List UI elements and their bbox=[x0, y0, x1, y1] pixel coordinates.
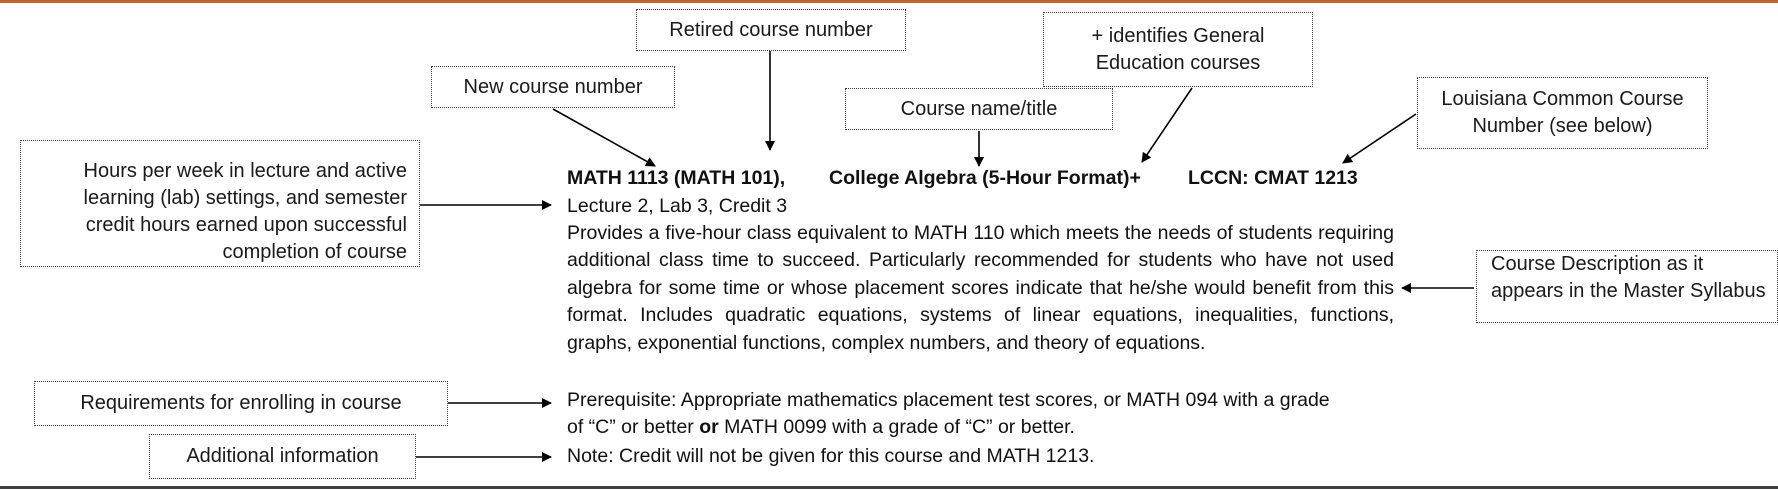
callout-requirements-text: Requirements for enrolling in course bbox=[80, 392, 402, 414]
prereq-part-b: MATH 0099 with a grade of “C” or better. bbox=[718, 416, 1075, 438]
callout-hours-line-2: learning (lab) settings, and semester bbox=[83, 187, 407, 209]
callout-hours-line-3: credit hours earned upon successful bbox=[85, 214, 407, 236]
entry-lccn: LCCN: CMAT 1213 bbox=[1188, 167, 1358, 189]
callout-new-course-number-text: New course number bbox=[463, 75, 643, 98]
callout-retired-course-number-text: Retired course number bbox=[669, 18, 873, 41]
entry-prerequisite-line-1: Prerequisite: Appropriate mathematics placement test scores, or MATH 094 with a grade bbox=[567, 389, 1330, 411]
arrow-lccn bbox=[1343, 114, 1416, 163]
callout-gen-ed-line-1: + identifies General bbox=[1091, 24, 1265, 47]
entry-note: Note: Credit will not be given for this course and MATH 1213. bbox=[567, 445, 1095, 467]
callout-gen-ed-line-2: Education courses bbox=[1095, 51, 1261, 74]
arrow-gen-ed bbox=[1142, 88, 1192, 162]
entry-course-number: MATH 1113 (MATH 101), bbox=[567, 167, 786, 189]
callout-additional-info-text: Additional information bbox=[186, 445, 379, 467]
entry-description: Provides a five-hour class equivalent to MATH 110 which meets the needs of students requiring additional class time to succeed. Particularly recommended for students who have not used algebra for some time or whose placement scores indicate that he/she would benefit from this format. Includes quadratic equations, systems of linear equations, inequalities, functions, graphs, exponential functions, complex numbers, and theory of equations. bbox=[567, 222, 1394, 354]
callout-course-description-line-1: Course Description as it bbox=[1491, 253, 1704, 275]
callout-course-description-line-2: appears in the Master Syllabus bbox=[1491, 280, 1766, 302]
callout-lccn-line-1: Louisiana Common Course bbox=[1441, 88, 1684, 110]
callout-hours-line-1: Hours per week in lecture and active bbox=[83, 160, 407, 182]
callout-course-name-title-text: Course name/title bbox=[900, 97, 1058, 120]
entry-hours-line: Lecture 2, Lab 3, Credit 3 bbox=[567, 195, 788, 217]
arrow-new-course-number bbox=[553, 109, 655, 166]
prereq-or: or bbox=[699, 416, 719, 438]
callout-lccn-line-2: Number (see below) bbox=[1472, 115, 1653, 137]
callout-hours-line-4: completion of course bbox=[222, 241, 407, 263]
entry-course-title: College Algebra (5-Hour Format)+ bbox=[829, 167, 1141, 189]
prereq-part-a: of “C” or better bbox=[567, 416, 700, 438]
